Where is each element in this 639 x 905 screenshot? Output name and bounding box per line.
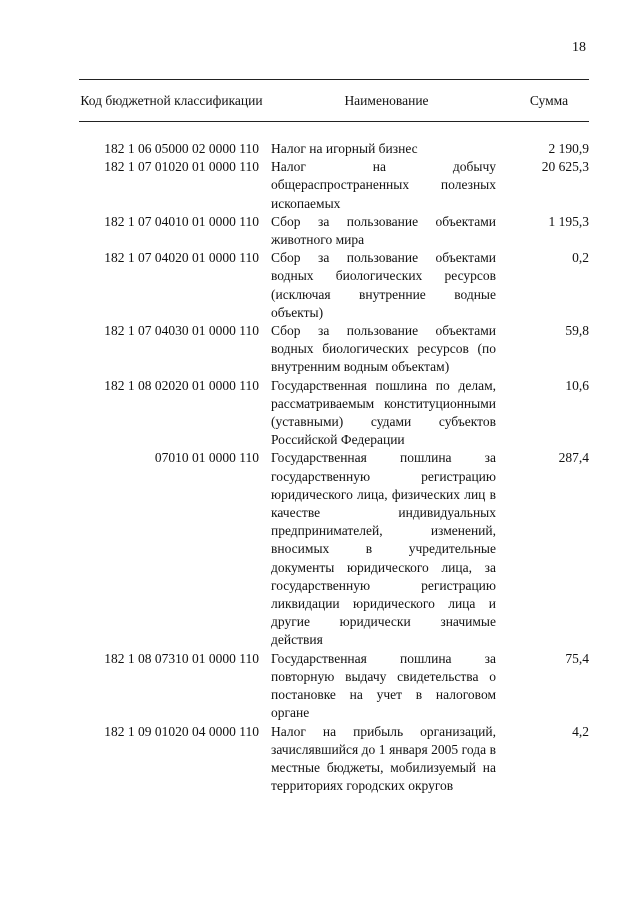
page-number: 18 <box>572 40 586 55</box>
row-name: Сбор за пользование объектами животного мира <box>271 213 496 248</box>
row-code: 182 1 07 04020 01 0000 110 <box>104 250 259 266</box>
row-name: Государственная пошлина за повторную выдачу свидетельства о постановке на учет в налоговом органе <box>271 650 496 721</box>
table-row <box>79 158 589 213</box>
table-row <box>79 249 589 322</box>
table-row <box>79 723 589 796</box>
table-row <box>79 650 589 723</box>
row-sum: 4,2 <box>572 723 589 739</box>
header-code: Код бюджетной классификации <box>80 92 263 108</box>
row-name: Сбор за пользование объектами водных биологических ресурсов (по внутренним водным объектам) <box>271 323 496 375</box>
row-name: Налог на прибыль организаций, зачислявшийся до 1 января 2005 года в местные бюджеты, мобилизуемый на территориях городских округов <box>271 723 496 794</box>
budget-table <box>79 79 589 795</box>
row-sum: 20 625,3 <box>541 159 589 175</box>
row-sum: 287,4 <box>558 450 589 466</box>
row-sum: 59,8 <box>565 323 589 339</box>
header-sum: Сумма <box>529 92 569 108</box>
row-code: 182 1 07 04010 01 0000 110 <box>104 213 259 229</box>
table-row <box>79 449 589 649</box>
row-sum: 1 195,3 <box>548 213 589 229</box>
table-row <box>79 377 589 450</box>
row-name: Государственная пошлина за государственную регистрацию юридического лица, физических лиц в качестве индивидуальных предпринимателей, изменений, вносимых в учредительные документы юридического лица, за государственную регистрацию ликвидации юридического лица и другие юридически значимые действия <box>271 450 496 648</box>
table-body <box>79 140 589 795</box>
header-name: Наименование <box>344 92 429 108</box>
row-code: 182 1 08 02020 01 0000 110 <box>104 377 259 393</box>
table-row <box>79 213 589 249</box>
row-code: 07010 01 0000 110 <box>154 450 259 466</box>
row-name: Налог на игорный бизнес <box>271 141 418 156</box>
row-sum: 0,2 <box>572 250 589 266</box>
row-sum: 2 190,9 <box>548 141 589 156</box>
row-sum: 75,4 <box>565 650 589 666</box>
row-code: 182 1 07 04030 01 0000 110 <box>104 323 259 339</box>
row-name: Налог на добычу общераспространенных полезных ископаемых <box>271 159 496 211</box>
row-code: 182 1 09 01020 04 0000 110 <box>104 723 259 739</box>
row-code: 182 1 07 01020 01 0000 110 <box>104 159 259 175</box>
row-code: 182 1 08 07310 01 0000 110 <box>104 650 259 666</box>
table-header <box>79 79 589 122</box>
row-name: Сбор за пользование объектами водных биологических ресурсов (исключая внутренние водные объекты) <box>271 250 496 320</box>
table-row <box>79 140 589 158</box>
row-name: Государственная пошлина по делам, рассматриваемым конституционными (уставными) судами субъектов Российской Федерации <box>271 377 496 448</box>
row-code: 182 1 06 05000 02 0000 110 <box>104 141 259 156</box>
row-sum: 10,6 <box>565 377 589 393</box>
table-row <box>79 322 589 377</box>
